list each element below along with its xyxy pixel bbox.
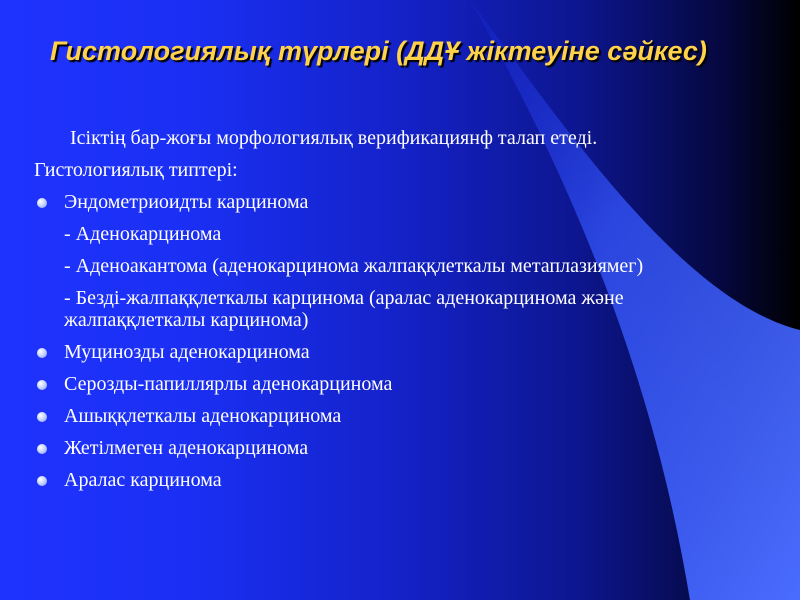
slide-body xyxy=(34,127,764,501)
types-heading: Гистологиялық типтері: xyxy=(34,159,238,181)
item-text: Эндометриоидты карцинома xyxy=(64,191,309,213)
item-text: - Аденокарцинома xyxy=(64,223,222,245)
item-text: - Аденоакантома (аденокарцинома жалпаққлеткалы метаплазиямег) xyxy=(64,255,644,277)
bullet-item xyxy=(34,469,764,491)
bullet-dot-icon xyxy=(37,412,47,422)
bullet-item xyxy=(34,373,764,395)
item-text: - Безді-жалпаққлеткалы карцинома (аралас аденокарцинома және жалпаққлеткалы карцинома) xyxy=(64,287,624,331)
types-list xyxy=(34,191,764,491)
item-text: Серозды-папиллярлы аденокарцинома xyxy=(64,373,393,395)
bullet-item xyxy=(34,405,764,427)
bullet-item xyxy=(34,437,764,459)
bullet-item xyxy=(34,191,764,213)
bullet-dot-icon xyxy=(37,348,47,358)
item-text: Жетілмеген аденокарцинома xyxy=(64,437,309,459)
sub-item xyxy=(34,287,764,331)
item-text: Аралас карцинома xyxy=(64,469,222,491)
bullet-dot-icon xyxy=(37,476,47,486)
sub-item xyxy=(34,255,764,277)
item-text: Ашыққлеткалы аденокарцинома xyxy=(64,405,342,427)
sub-item xyxy=(34,223,764,245)
bullet-dot-icon xyxy=(37,380,47,390)
item-text: Муцинозды аденокарцинома xyxy=(64,341,310,363)
slide-title: Гистологиялық түрлері (ДДҰ жіктеуіне сәйкес) xyxy=(50,36,707,66)
bullet-dot-icon xyxy=(37,198,47,208)
intro-paragraph: Ісіктің бар-жоғы морфологиялық верификациянф талап етеді. xyxy=(70,127,598,149)
bullet-dot-icon xyxy=(37,444,47,454)
bullet-item xyxy=(34,341,764,363)
